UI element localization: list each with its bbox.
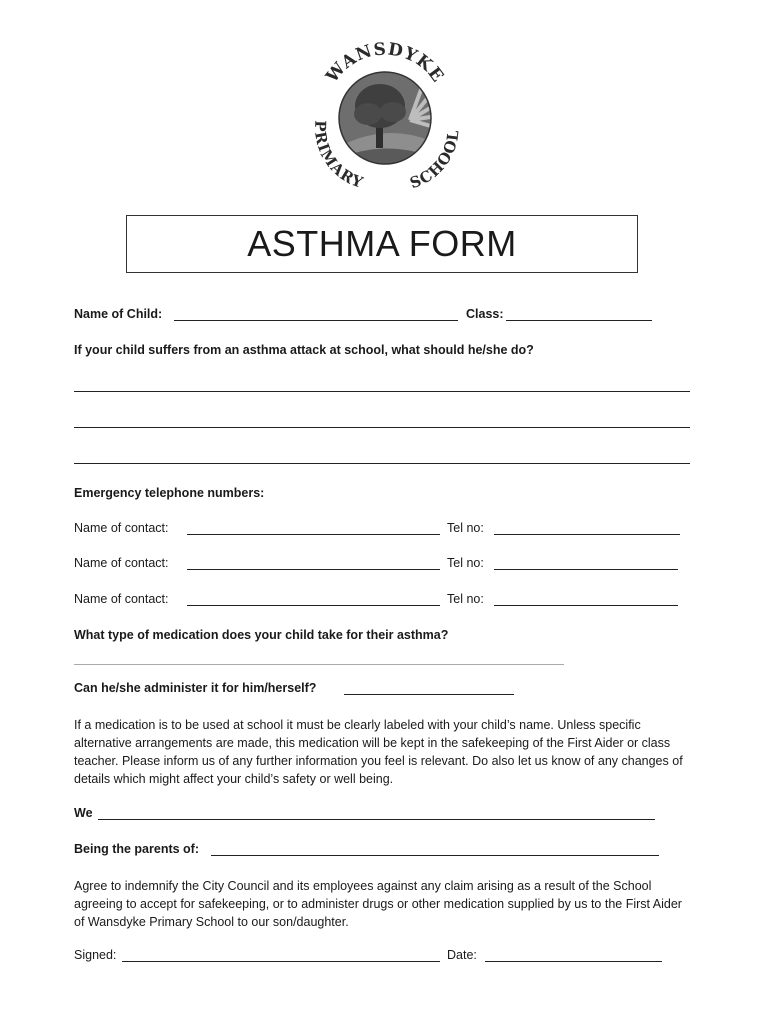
parents-of-field[interactable] <box>211 855 659 856</box>
signed-field[interactable] <box>122 961 440 962</box>
attack-answer-line-1[interactable] <box>74 391 690 392</box>
signed-label: Signed: <box>74 948 117 962</box>
self-admin-question: Can he/she administer it for him/herself? <box>74 681 317 695</box>
class-label: Class: <box>466 307 504 321</box>
info-paragraph: If a medication is to be used at school it must be clearly labeled with your child’s name. Unless specific alternative arrangements are made, this medication will be kept in the safekeeping of the First Aider or class teacher. Please inform us of any further information you feel is relevant. Do also let us know of any changes of details which might affect your child’s safety or well being. <box>74 718 683 786</box>
contact-name-label-3: Name of contact: <box>74 592 169 606</box>
logo-right-text: SCHOOL <box>407 128 463 193</box>
contact-name-field-2[interactable] <box>187 569 440 570</box>
contact-name-field-1[interactable] <box>187 534 440 535</box>
we-field[interactable] <box>98 819 655 820</box>
we-label: We <box>74 806 93 820</box>
title-box <box>126 215 638 273</box>
name-of-child-label: Name of Child: <box>74 307 163 321</box>
logo-left-text: PRIMARY <box>311 120 367 192</box>
contact-name-label-1: Name of contact: <box>74 521 169 535</box>
parents-of-label: Being the parents of: <box>74 842 200 856</box>
contact-name-label-2: Name of contact: <box>74 556 169 570</box>
logo-top-text: WANSDYKE <box>322 40 448 87</box>
contact-tel-label-2: Tel no: <box>447 556 484 570</box>
date-label: Date: <box>447 948 477 962</box>
name-of-child-field[interactable] <box>174 320 458 321</box>
emergency-heading: Emergency telephone numbers: <box>74 486 265 500</box>
contact-tel-field-2[interactable] <box>494 569 678 570</box>
medication-question: What type of medication does your child take for their asthma? <box>74 628 449 642</box>
form-title: ASTHMA FORM <box>247 223 517 264</box>
contact-tel-field-1[interactable] <box>494 534 680 535</box>
date-field[interactable] <box>485 961 662 962</box>
self-admin-field[interactable] <box>344 694 514 695</box>
medication-answer-line[interactable] <box>74 664 564 665</box>
attack-answer-line-2[interactable] <box>74 427 690 428</box>
indemnity-paragraph: Agree to indemnify the City Council and its employees against any claim arising as a result of the School agreeing to accept for safekeeping, or to administer drugs or other medication supplied by us to the First Aider of Wansdyke Primary School to our son/daughter. <box>74 879 682 929</box>
attack-answer-line-3[interactable] <box>74 463 690 464</box>
contact-tel-label-1: Tel no: <box>447 521 484 535</box>
class-field[interactable] <box>506 320 652 321</box>
school-logo <box>290 40 480 200</box>
contact-tel-field-3[interactable] <box>494 605 678 606</box>
attack-question: If your child suffers from an asthma attack at school, what should he/she do? <box>74 343 534 357</box>
contact-name-field-3[interactable] <box>187 605 440 606</box>
contact-tel-label-3: Tel no: <box>447 592 484 606</box>
